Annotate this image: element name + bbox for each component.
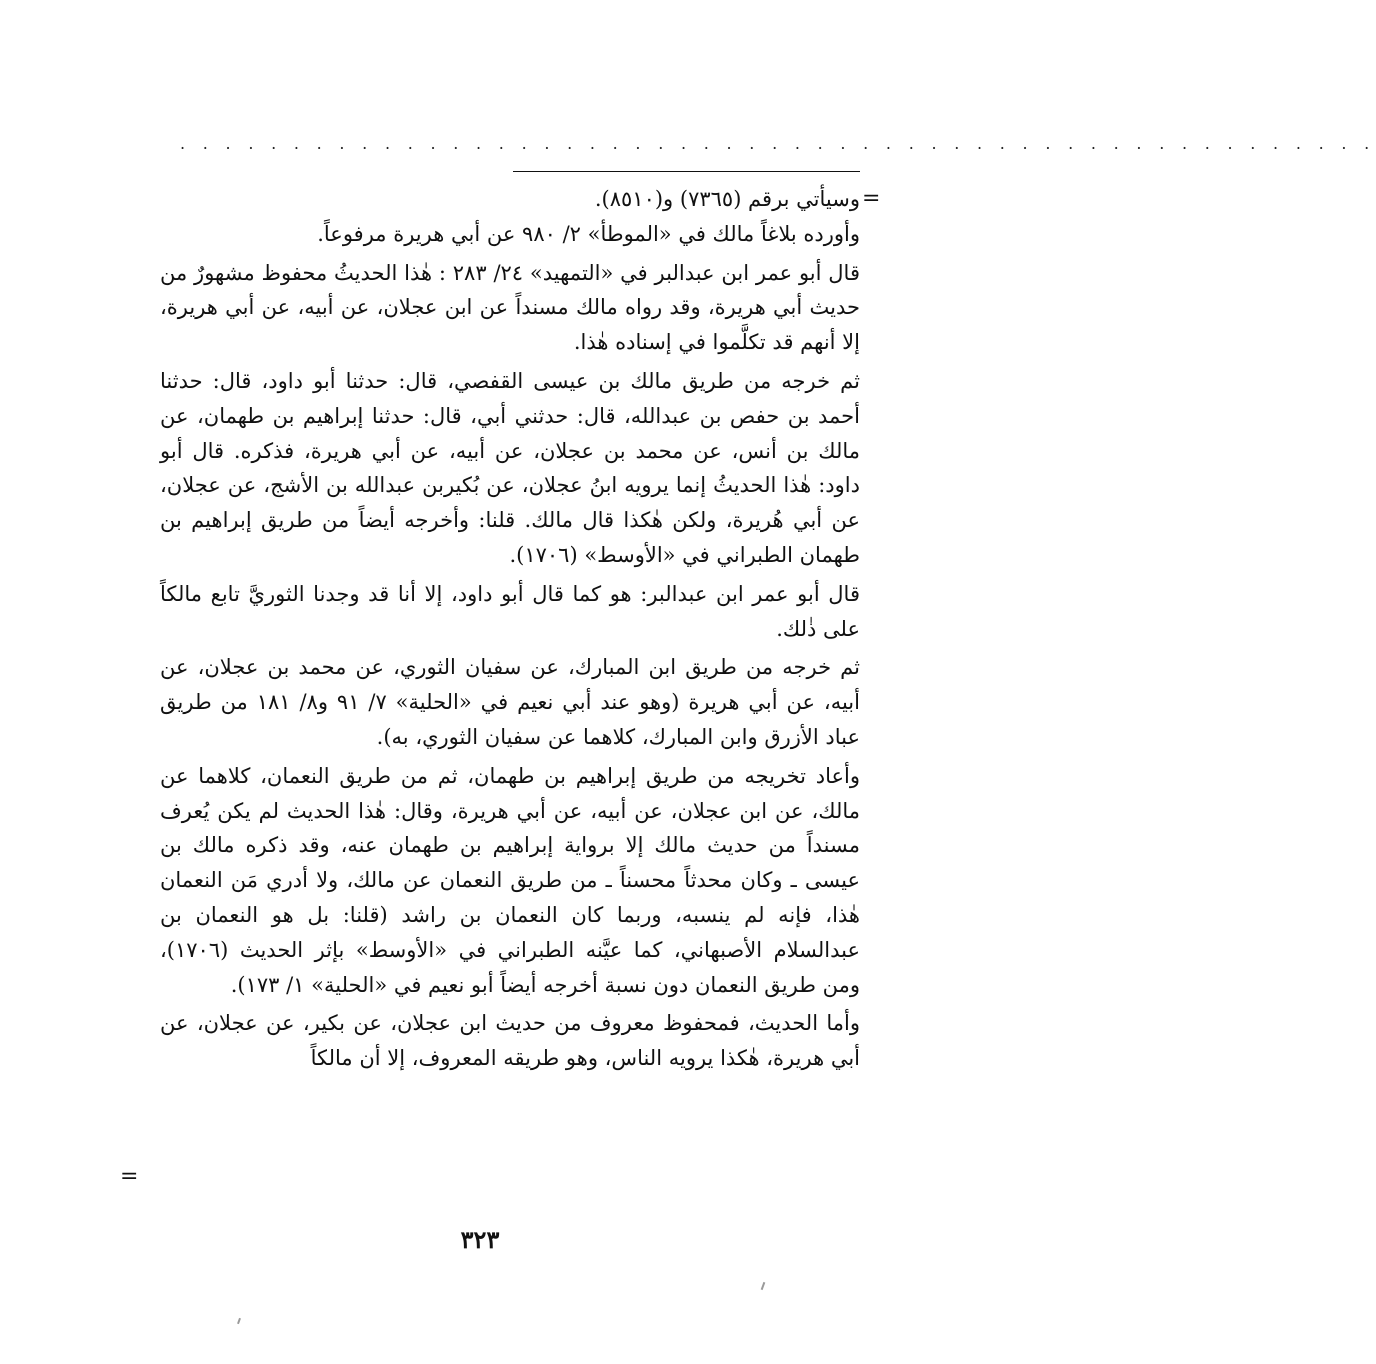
scan-speck xyxy=(761,1282,766,1290)
page-number: ٣٢٣ xyxy=(460,1225,500,1254)
continuation-mark-top: = xyxy=(862,186,881,211)
footnote-body xyxy=(160,182,860,1202)
footnote-separator-dots: . . . . . . . . . . . . . . . . . . . . . . . . . . . . . . . . . . . . . . . . . . . . . . . . . . . . . xyxy=(180,134,1376,153)
paragraph-1: وسيأتي برقم (٧٣٦٥) و(٨٥١٠). xyxy=(594,187,860,211)
paragraph-8: وأما الحديث، فمحفوظ معروف من حديث ابن عجلان، عن بكير، عن عجلان، عن أبي هريرة، هٰكذا يرويه الناس، وهو طريقه المعروف، إلا أن مالكاً xyxy=(160,1011,860,1071)
continuation-mark-bottom: = xyxy=(120,1164,139,1189)
scan-speck xyxy=(237,1318,241,1324)
paragraph-6: ثم خرجه من طريق ابن المبارك، عن سفيان الثوري، عن محمد بن عجلان، عن أبيه، عن أبي هريرة (وهو عند أبي نعيم في «الحلية» ٧/ ٩١ و٨/ ١٨١ من طريق عباد الأزرق وابن المبارك، كلاهما عن سفيان الثوري، به). xyxy=(160,655,860,749)
paragraph-4: ثم خرجه من طريق مالك بن عيسى القفصي، قال: حدثنا أبو داود، قال: حدثنا أحمد بن حفص بن عبدالله، قال: حدثني أبي، قال: حدثنا إبراهيم بن طهمان، عن مالك بن أنس، عن محمد بن عجلان، عن أبيه، عن أبي هريرة، فذكره. قال أبو داود: هٰذا الحديثُ إنما يرويه ابنُ عجلان، عن بُكيربن عبدالله بن الأشج، عن عجلان، عن أبي هُريرة، ولكن هٰكذا قال مالك. قلنا: وأخرجه أيضاً من طريق إبراهيم بن طهمان الطبراني في «الأوسط» (١٧٠٦). xyxy=(160,368,860,567)
footnote-rule xyxy=(513,171,860,172)
paragraph-2: وأورده بلاغاً مالك في «الموطأ» ٢/ ٩٨٠ عن أبي هريرة مرفوعاً. xyxy=(317,221,860,246)
paragraph-7: وأعاد تخريجه من طريق إبراهيم بن طهمان، ثم من طريق النعمان، كلاهما عن مالك، عن ابن عجلان، عن أبيه، عن أبي هريرة، وقال: هٰذا الحديث لم يكن يُعرف مسنداً من حديث مالك إلا برواية إبراهيم بن طهمان عنه، وقد ذكره مالك بن عيسى ـ وكان محدثاً محسناً ـ من طريق النعمان عن مالك، ولا أدري مَن النعمان هٰذا، فإنه لم ينسبه، وربما كان النعمان بن راشد (قلنا: بل هو النعمان بن عبدالسلام الأصبهاني، كما عيَّنه الطبراني في «الأوسط» بإثر الحديث (١٧٠٦)، ومن طريق النعمان دون نسبة أخرجه أيضاً أبو نعيم في «الحلية» ١/ ١٧٣). xyxy=(160,763,860,997)
paragraph-5: قال أبو عمر ابن عبدالبر: هو كما قال أبو داود، إلا أنا قد وجدنا الثوريَّ تابع مالكاً على ذٰلك. xyxy=(160,581,860,641)
paragraph-3: قال أبو عمر ابن عبدالبر في «التمهيد» ٢٤/ ٢٨٣ : هٰذا الحديثُ محفوظ مشهورٌ من حديث أبي هريرة، وقد رواه مالك مسنداً عن ابن عجلان، عن أبيه، عن أبي هريرة، إلا أنهم قد تكلَّموا في إسناده هٰذا. xyxy=(160,260,860,355)
